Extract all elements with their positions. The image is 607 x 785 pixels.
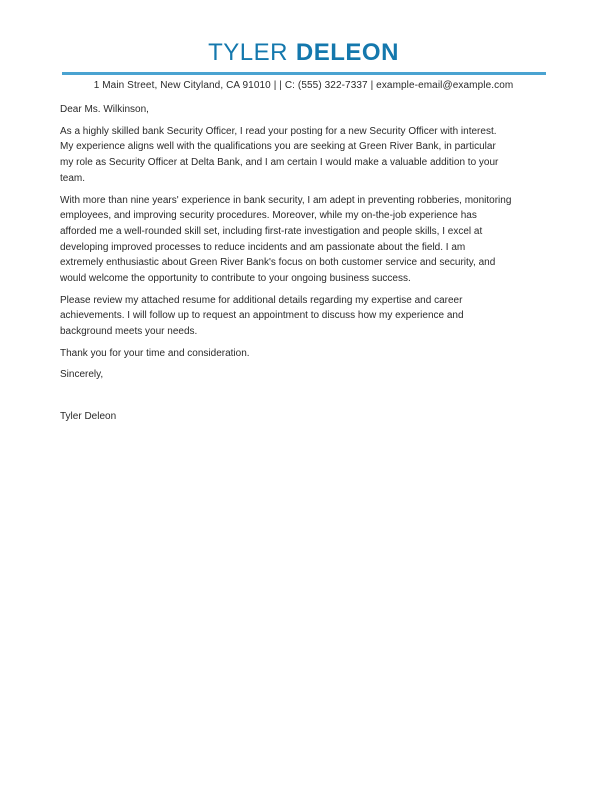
valediction: Sincerely, [60, 368, 104, 380]
letter-paragraph: With more than nine years' experience in bank security, I am adept in preventing robberies, monitoring employees, and improving security procedures. Moreover, while my on-the-job experience has afforded me a well-rounded skill set, including first-rate investigation and people skills, I excel at developing improved processes to reduce incidents and am passionate about the field. I am extremely enthusiastic about Green River Bank's focus on both customer service and security, and would welcome the opportunity to contribute to your ongoing business success. [60, 194, 512, 285]
contact-line: 1 Main Street, New Cityland, CA 91010 | | C: (555) 322-7337 | example-email@example.com [93, 80, 514, 91]
header-divider-rule [62, 72, 546, 75]
closing-thanks: Thank you for your time and consideration. [60, 347, 250, 359]
letter-paragraph: Please review my attached resume for additional details regarding my expertise and career achievements. I will follow up to request an appointment to discuss how my experience and background meets your needs. [60, 294, 464, 338]
signature-name: Tyler Deleon [60, 411, 117, 423]
letter-paragraph: As a highly skilled bank Security Officer, I read your posting for a new Security Officer with interest. My experience aligns well with the qualifications you are seeking at Green River Bank, in particular my role as Security Officer at Delta Bank, and I am certain I would make a valuable addition to your team. [60, 125, 499, 184]
letter-body [0, 102, 607, 425]
salutation: Dear Ms. Wilkinson, [60, 104, 149, 115]
first-name: TYLER [208, 39, 288, 66]
letter-header [0, 0, 607, 92]
last-name: DELEON [295, 39, 399, 66]
page-title [0, 40, 607, 66]
